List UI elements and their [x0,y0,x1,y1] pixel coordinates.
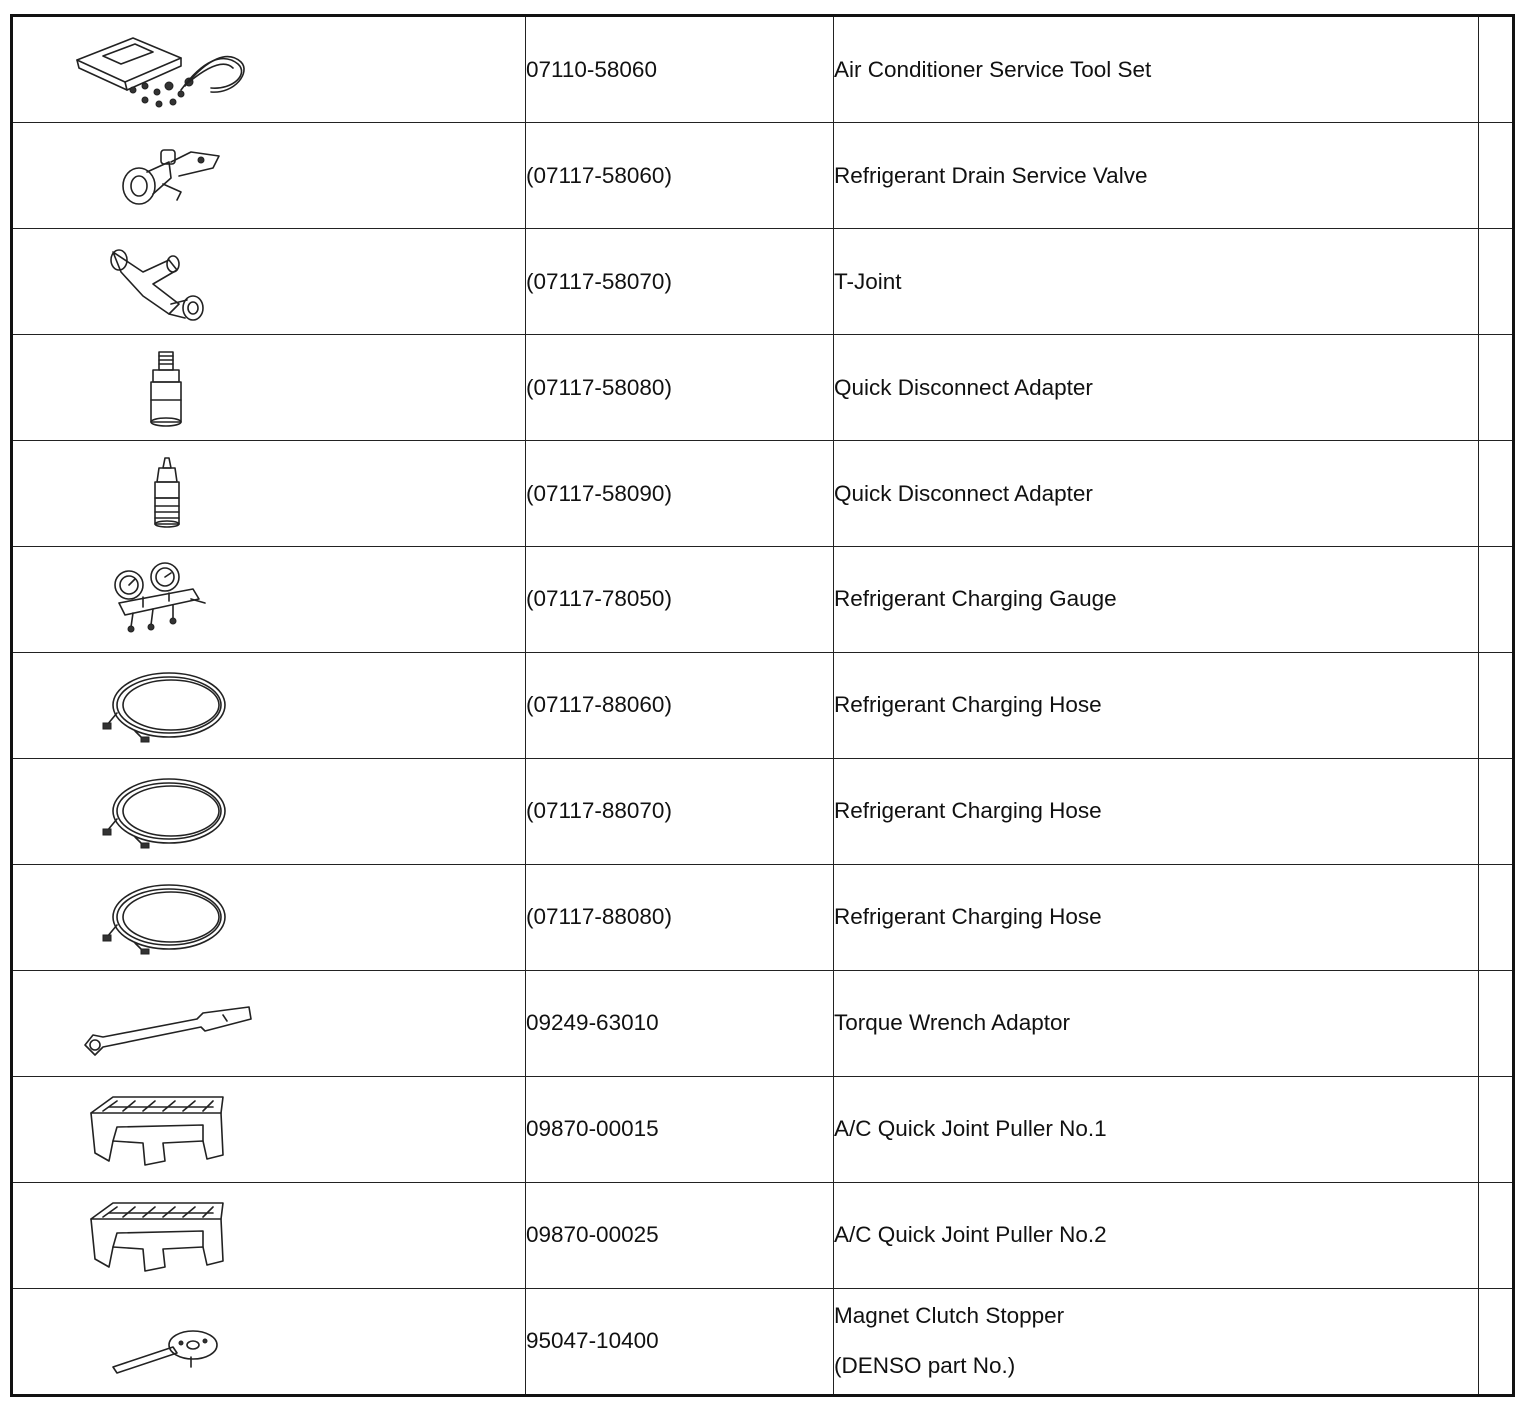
table-row [12,758,1514,864]
empty-cell [1479,335,1514,441]
drain-service-valve-icon [13,136,525,216]
tool-illustration-cell [12,1182,526,1288]
tool-name-cell [834,547,1479,653]
tool-name-cell [834,652,1479,758]
tool-name-line: Torque Wrench Adaptor [834,1010,1070,1036]
tool-illustration-cell [12,16,526,123]
tool-illustration-cell [12,441,526,547]
tool-name-line: Quick Disconnect Adapter [834,480,1093,506]
part-number-cell: 07110-58060 [526,16,834,123]
part-number-cell: (07117-78050) [526,547,834,653]
empty-cell [1479,123,1514,229]
table-row [12,16,1514,123]
table-row [12,123,1514,229]
tool-name-cell [834,864,1479,970]
tool-name-line: A/C Quick Joint Puller No.2 [834,1222,1107,1248]
tool-name-line: Air Conditioner Service Tool Set [834,56,1152,82]
quick-joint-puller-icon [13,1195,525,1275]
tool-name-cell [834,1182,1479,1288]
part-number-cell: 95047-10400 [526,1288,834,1395]
charging-hose-icon [13,771,525,851]
empty-cell [1479,229,1514,335]
part-number-cell: 09249-63010 [526,970,834,1076]
tool-name-line: Refrigerant Charging Hose [834,692,1102,718]
empty-cell [1479,16,1514,123]
tool-name-line: T-Joint [834,268,902,294]
charging-hose-icon [13,665,525,745]
tool-name-cell [834,758,1479,864]
tool-illustration-cell [12,547,526,653]
tool-illustration-cell [12,970,526,1076]
table-row [12,864,1514,970]
tool-name-cell [834,441,1479,547]
tool-illustration-cell [12,335,526,441]
part-number-cell: (07117-58090) [526,441,834,547]
part-number-cell: (07117-88070) [526,758,834,864]
charging-gauge-icon [13,559,525,639]
table-row [12,441,1514,547]
empty-cell [1479,1076,1514,1182]
tool-name-cell [834,1076,1479,1182]
special-tools-table [10,14,1515,1397]
tool-name-line: (DENSO part No.) [834,1353,1016,1379]
tool-name-line: Magnet Clutch Stopper [834,1303,1065,1329]
table-row [12,1076,1514,1182]
empty-cell [1479,864,1514,970]
quick-disconnect-adapter-small-icon [13,454,525,534]
empty-cell [1479,1288,1514,1395]
torque-wrench-adaptor-icon [13,983,525,1063]
empty-cell [1479,441,1514,547]
empty-cell [1479,652,1514,758]
part-number-cell: (07117-58060) [526,123,834,229]
empty-cell [1479,970,1514,1076]
part-number-cell: 09870-00025 [526,1182,834,1288]
tool-name-cell [834,1288,1479,1395]
quick-joint-puller-icon [13,1089,525,1169]
tool-illustration-cell [12,652,526,758]
tool-name-cell [834,16,1479,123]
table-row [12,229,1514,335]
empty-cell [1479,547,1514,653]
table-row [12,335,1514,441]
tool-name-line: Refrigerant Charging Hose [834,798,1102,824]
part-number-cell: (07117-88080) [526,864,834,970]
tool-name-line: A/C Quick Joint Puller No.1 [834,1116,1107,1142]
empty-cell [1479,1182,1514,1288]
tool-illustration-cell [12,123,526,229]
tool-illustration-cell [12,758,526,864]
tool-illustration-cell [12,1076,526,1182]
quick-disconnect-adapter-icon [13,348,525,428]
empty-cell [1479,758,1514,864]
tool-rows [12,16,1514,1396]
tool-name-line: Quick Disconnect Adapter [834,374,1093,400]
magnet-clutch-stopper-icon [13,1301,525,1381]
part-number-cell: 09870-00015 [526,1076,834,1182]
part-number-cell: (07117-58080) [526,335,834,441]
tool-name-cell [834,335,1479,441]
table-row [12,547,1514,653]
tool-illustration-cell [12,1288,526,1395]
tool-name-cell [834,970,1479,1076]
tool-name-line: Refrigerant Drain Service Valve [834,162,1148,188]
table-row [12,970,1514,1076]
part-number-cell: (07117-58070) [526,229,834,335]
table-row [12,1288,1514,1395]
table-row [12,652,1514,758]
t-joint-icon [13,242,525,322]
tool-set-case-icon [13,30,525,110]
tool-name-line: Refrigerant Charging Gauge [834,586,1117,612]
tool-name-cell [834,229,1479,335]
tool-name-line: Refrigerant Charging Hose [834,904,1102,930]
tool-name-cell [834,123,1479,229]
tool-illustration-cell [12,229,526,335]
table-row [12,1182,1514,1288]
tool-illustration-cell [12,864,526,970]
part-number-cell: (07117-88060) [526,652,834,758]
charging-hose-icon [13,877,525,957]
